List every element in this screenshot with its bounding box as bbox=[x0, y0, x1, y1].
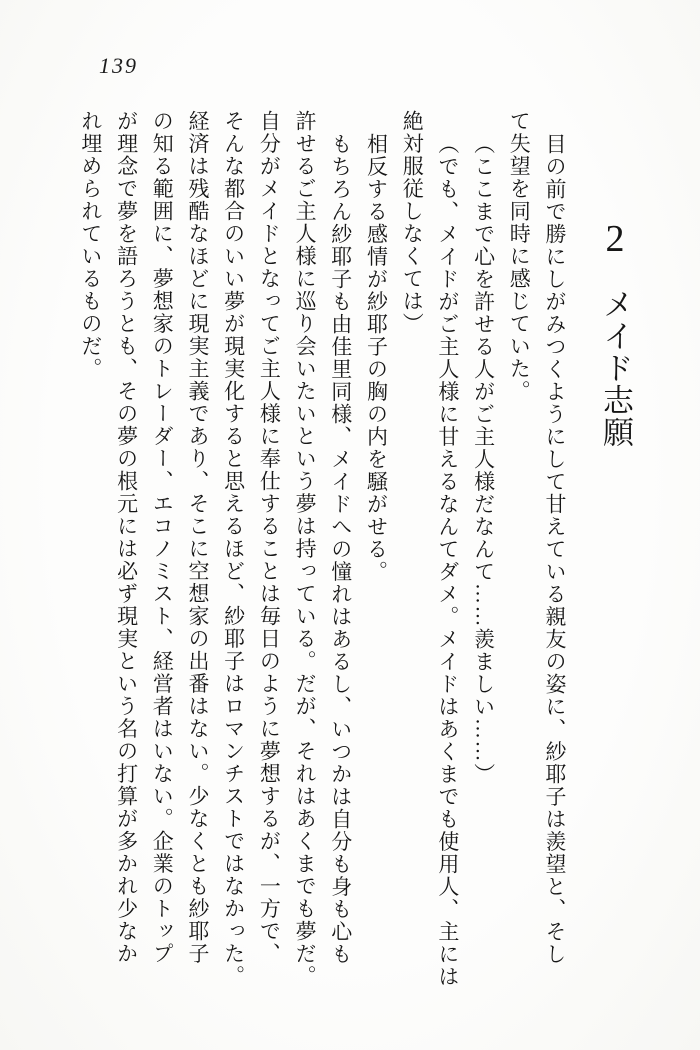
text-column: が理念で夢を語ろうとも、その夢の根元には必ず現実という名の打算が多かれ少なか bbox=[114, 110, 139, 965]
body-text bbox=[72, 110, 572, 1005]
text-column: 目の前で勝にしがみつくようにして甘えている親友の姿に、紗耶子は羨望と、そし bbox=[543, 133, 567, 966]
text-column: （ここまで心を許せる人がご主人様だなんて……羨ましい……） bbox=[471, 133, 496, 786]
text-column: の知る範囲に、夢想家のトレーダー、エコノミスト、経営者はいない。企業のトップ bbox=[150, 110, 175, 965]
page-number: 139 bbox=[99, 53, 138, 78]
chapter-number: 2 bbox=[594, 218, 636, 260]
text-column: そんな都合のいい夢が現実化すると思えるほど、紗耶子はロマンチストではなかった。 bbox=[221, 110, 246, 988]
chapter-title: メイド志願 bbox=[598, 288, 633, 448]
chapter-heading bbox=[596, 104, 634, 524]
text-column: もちろん紗耶子も由佳里同様、メイドへの憧れはあるし、いつかは自分も身も心も bbox=[328, 133, 353, 966]
text-column: 経済は残酷なほどに現実主義であり、そこに空想家の出番はない。少なくとも紗耶子 bbox=[185, 110, 210, 965]
text-column: て失望を同時に感じていた。 bbox=[507, 110, 532, 403]
text-column: 相反する感情が紗耶子の胸の内を騒がせる。 bbox=[364, 133, 389, 583]
text-column: れ埋められているものだ。 bbox=[78, 110, 103, 380]
text-column: 自分がメイドとなってご主人様に奉仕することは毎日のように夢想するが、一方で、 bbox=[257, 110, 282, 965]
text-column: 絶対服従しなくては） bbox=[400, 110, 425, 335]
text-column: 許せるご主人様に巡り会いたいという夢は持っている。だが、それはあくまでも夢だ。 bbox=[293, 110, 318, 988]
text-column: （でも、メイドがご主人様に甘えるなんてダメ。メイドはあくまでも使用人、主には bbox=[435, 133, 460, 988]
